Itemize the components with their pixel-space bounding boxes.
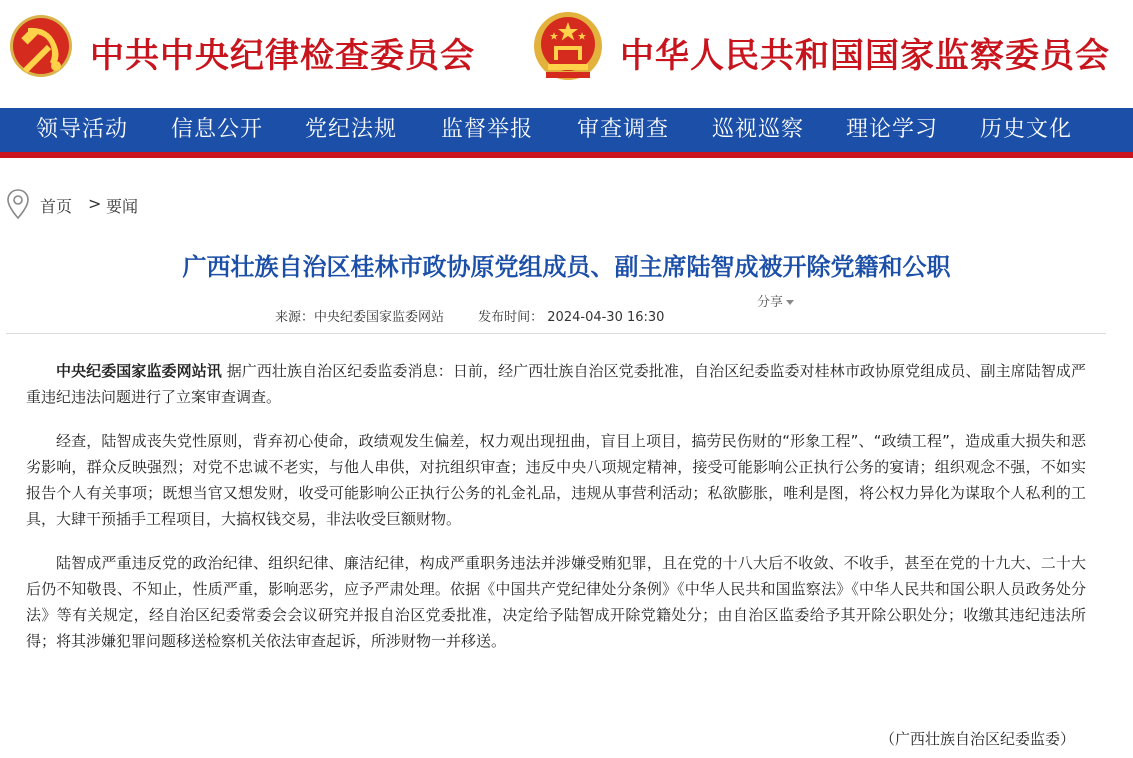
ccdi-title[interactable]: 中共中央纪律检查委员会 bbox=[90, 36, 475, 76]
nav-item-report[interactable]: 监督举报 bbox=[441, 117, 534, 142]
share-button[interactable] bbox=[757, 291, 794, 310]
site-header bbox=[0, 0, 1133, 108]
main-nav bbox=[0, 108, 1133, 158]
article-title: 广西壮族自治区桂林市政协原党组成员、副主席陆智成被开除党籍和公职 bbox=[182, 253, 951, 281]
article-paragraph-2: 经查，陆智成丧失党性原则，背弃初心使命，政绩观发生偏差，权力观出现扭曲，盲目上项目，搞劳民伤财的“形象工程”、“政绩工程”，造成重大损失和恶劣影响，群众反映强烈；对党不忠诚不老实，与他人串供，对抗组织审查；违反中央八项规定精神，接受可能影响公正执行公务的宴请；组织观念不强，不如实报告个人有关事项；既想当官又想发财，收受可能影响公正执行公务的礼金礼品，违规从事营利活动；私欲膨胀，唯利是图，将公权力异化为谋取个人私利的工具，大肆干预插手工程项目，大搞权钱交易，非法收受巨额财物。 bbox=[26, 432, 1086, 528]
article-paragraph-1 bbox=[26, 358, 1086, 410]
nav-item-leadership[interactable]: 领导活动 bbox=[36, 117, 129, 142]
article-meta bbox=[275, 306, 664, 325]
article-body bbox=[26, 358, 1086, 672]
breadcrumb-current-link[interactable]: 要闻 bbox=[106, 197, 139, 216]
nsc-title[interactable]: 中华人民共和国国家监察委员会 bbox=[620, 36, 1110, 76]
nav-item-investigation[interactable]: 审查调查 bbox=[577, 117, 670, 142]
breadcrumb-home-link[interactable]: 首页 bbox=[40, 197, 73, 216]
nav-item-history[interactable]: 历史文化 bbox=[980, 117, 1073, 142]
article-footer-source: （广西壮族自治区纪委监委） bbox=[880, 730, 1076, 748]
nav-item-regulations[interactable]: 党纪法规 bbox=[305, 117, 398, 142]
article-paragraph-1-text: 据广西壮族自治区纪委监委消息：日前，经广西壮族自治区党委批准，自治区纪委监委对桂林市政协原党组成员、副主席陆智成严重违纪违法问题进行了立案审查调查。 bbox=[26, 362, 1086, 406]
article-source: 来源：中央纪委国家监委网站 bbox=[275, 310, 445, 325]
article-publish-time: 发布时间： 2024-04-30 16:30 bbox=[478, 310, 665, 325]
article-lead: 中央纪委国家监委网站讯 bbox=[56, 362, 222, 380]
chevron-down-icon bbox=[786, 300, 794, 305]
share-label: 分享 bbox=[757, 295, 784, 310]
divider bbox=[6, 333, 1106, 334]
party-emblem-icon[interactable] bbox=[8, 10, 74, 80]
nav-item-theory[interactable]: 理论学习 bbox=[846, 117, 939, 142]
location-pin-icon bbox=[6, 188, 30, 220]
article-paragraph-3: 陆智成严重违反党的政治纪律、组织纪律、廉洁纪律，构成严重职务违法并涉嫌受贿犯罪，且在党的十八大后不收敛、不收手，甚至在党的十九大、二十大后仍不知敬畏、不知止，性质严重，影响恶劣，应予严肃处理。依据《中国共产党纪律处分条例》《中华人民共和国监察法》《中华人民共和国公职人员政务处分法》等有关规定，经自治区纪委常委会会议研究并报自治区党委批准，决定给予陆智成开除党籍处分；由自治区监委给予其开除公职处分；收缴其违纪违法所得；将其涉嫌犯罪问题移送检察机关依法审查起诉，所涉财物一并移送。 bbox=[26, 554, 1086, 650]
breadcrumb-separator: > bbox=[88, 194, 102, 213]
national-emblem-icon[interactable] bbox=[532, 8, 604, 84]
nav-item-inspection[interactable]: 巡视巡察 bbox=[712, 117, 805, 142]
nav-item-info-disclosure[interactable]: 信息公开 bbox=[171, 117, 264, 142]
